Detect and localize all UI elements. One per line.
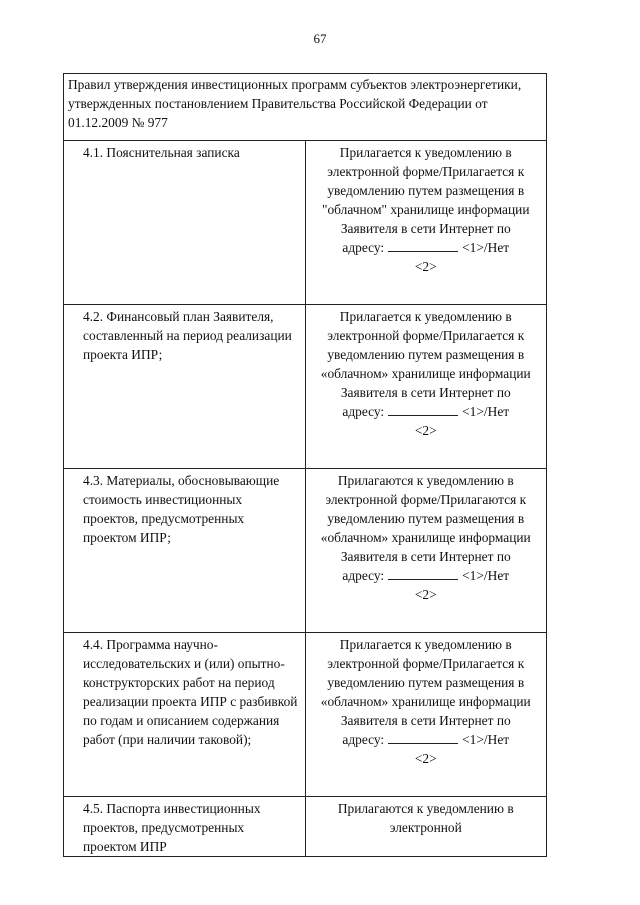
item-status-cell: [305, 469, 547, 633]
table-header-cell: Правил утверждения инвестиционных программ субъектов электроэнергетики, утвержденных постановлением Правительства Российской Федерации от 01.12.2009 № 977: [64, 74, 547, 141]
table-row: [64, 633, 547, 797]
address-footnote: <2>: [414, 423, 437, 438]
address-label: адресу:: [342, 568, 385, 583]
item-description-cell: [64, 469, 306, 633]
address-suffix: <1>/Нет: [462, 404, 510, 419]
item-status-cell: [305, 633, 547, 797]
table-row: [64, 469, 547, 633]
item-description-cell: [64, 141, 306, 305]
item-status-cell: [305, 305, 547, 469]
address-footnote: <2>: [414, 587, 437, 602]
item-status-text: Прилагаются к уведомлению в электронной форме/Прилагаются к уведомлению путем размещения в «облачном» хранилище информации Заявителя в сети Интернет по: [320, 473, 531, 564]
item-status-cell: [305, 797, 547, 857]
item-status-text: Прилагается к уведомлению в электронной форме/Прилагается к уведомлению путем размещения в "облачном" хранилище информации Заявителя в сети Интернет по: [322, 145, 530, 236]
address-label: адресу:: [342, 404, 385, 419]
item-description: 4.2. Финансовый план Заявителя, составленный на период реализации проекта ИПР;: [83, 309, 292, 362]
item-status-text: Прилагаются к уведомлению в электронной: [337, 801, 514, 835]
item-description: 4.3. Материалы, обосновывающие стоимость инвестиционных проектов, предусмотренных проектом ИПР;: [83, 473, 280, 545]
table-header-row: [64, 74, 547, 141]
item-description-cell: [64, 797, 306, 857]
address-blank-line: [388, 566, 458, 580]
item-description: 4.5. Паспорта инвестиционных проектов, предусмотренных проектом ИПР: [83, 801, 261, 854]
address-blank-line: [388, 730, 458, 744]
item-description: 4.4. Программа научно-исследовательских и (или) опытно-конструкторских работ на период реализации проекта ИПР с разбивкой по годам и описанием содержания работ (при наличии таковой);: [83, 637, 298, 747]
address-label: адресу:: [342, 732, 385, 747]
item-status-text: Прилагается к уведомлению в электронной форме/Прилагается к уведомлению путем размещения в «облачном» хранилище информации Заявителя в сети Интернет по: [320, 309, 531, 400]
table-row: [64, 305, 547, 469]
address-footnote: <2>: [414, 751, 437, 766]
address-label: адресу:: [342, 240, 385, 255]
requirements-table: [63, 73, 547, 857]
table-row: [64, 141, 547, 305]
item-description: 4.1. Пояснительная записка: [83, 145, 240, 160]
address-blank-line: [388, 402, 458, 416]
item-description-cell: [64, 633, 306, 797]
item-status-text: Прилагается к уведомлению в электронной форме/Прилагается к уведомлению путем размещения в «облачном» хранилище информации Заявителя в сети Интернет по: [320, 637, 531, 728]
address-suffix: <1>/Нет: [462, 240, 510, 255]
address-footnote: <2>: [414, 259, 437, 274]
item-description-cell: [64, 305, 306, 469]
table-row: [64, 797, 547, 857]
address-suffix: <1>/Нет: [462, 568, 510, 583]
address-blank-line: [388, 238, 458, 252]
address-suffix: <1>/Нет: [462, 732, 510, 747]
item-status-cell: [305, 141, 547, 305]
page-number: 67: [313, 31, 327, 46]
